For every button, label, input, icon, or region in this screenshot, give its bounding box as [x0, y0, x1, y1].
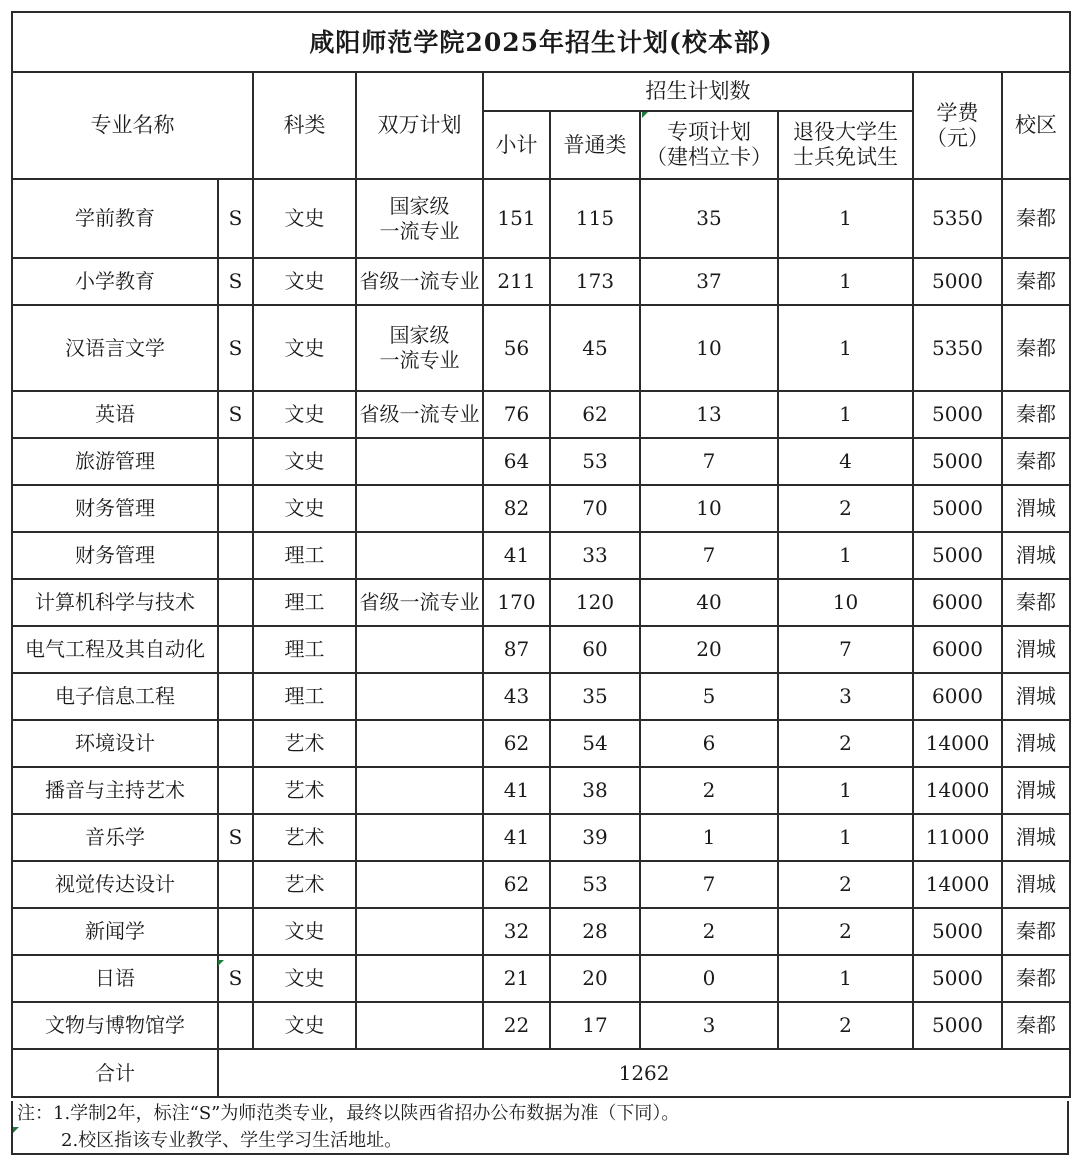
subtotal-cell: 41 — [483, 532, 550, 579]
veteran-cell: 2 — [778, 861, 913, 908]
fee-cell: 5000 — [913, 438, 1002, 485]
teacher-training-mark — [218, 720, 253, 767]
teacher-training-mark: S — [218, 391, 253, 438]
campus-cell: 秦都 — [1002, 908, 1070, 955]
table-row — [12, 391, 1070, 438]
regular-cell: 17 — [550, 1002, 640, 1049]
header-regular: 普通类 — [550, 111, 640, 179]
double-plan-line1: 省级一流专业 — [359, 590, 480, 614]
comment-marker — [13, 1127, 19, 1133]
major-name-cell: 视觉传达设计 — [12, 861, 218, 908]
teacher-training-mark: S — [218, 955, 253, 1002]
category-cell: 文史 — [253, 258, 356, 305]
special-plan-cell: 1 — [640, 814, 778, 861]
subtotal-cell: 43 — [483, 673, 550, 720]
regular-cell: 173 — [550, 258, 640, 305]
special-plan-cell: 2 — [640, 767, 778, 814]
veteran-cell: 1 — [778, 179, 913, 258]
subtotal-cell: 62 — [483, 720, 550, 767]
table-row — [12, 626, 1070, 673]
double-plan-cell — [356, 438, 483, 485]
major-name-cell: 财务管理 — [12, 485, 218, 532]
table-row — [12, 720, 1070, 767]
double-plan-cell — [356, 391, 483, 438]
subtotal-cell: 56 — [483, 305, 550, 391]
veteran-cell: 2 — [778, 720, 913, 767]
veteran-cell: 1 — [778, 814, 913, 861]
major-name-cell: 音乐学 — [12, 814, 218, 861]
double-plan-cell — [356, 532, 483, 579]
page-title: 咸阳师范学院2025年招生计划(校本部) — [12, 12, 1070, 72]
category-cell: 文史 — [253, 391, 356, 438]
veteran-cell: 1 — [778, 532, 913, 579]
veteran-cell: 10 — [778, 579, 913, 626]
special-plan-cell: 0 — [640, 955, 778, 1002]
category-cell: 理工 — [253, 579, 356, 626]
major-name-cell: 环境设计 — [12, 720, 218, 767]
double-plan-cell — [356, 673, 483, 720]
teacher-training-mark: S — [218, 179, 253, 258]
table-row — [12, 532, 1070, 579]
campus-cell: 秦都 — [1002, 1002, 1070, 1049]
double-plan-cell — [356, 179, 483, 258]
fee-cell: 5000 — [913, 391, 1002, 438]
campus-cell: 秦都 — [1002, 179, 1070, 258]
category-cell: 文史 — [253, 438, 356, 485]
header-major: 专业名称 — [12, 72, 253, 179]
double-plan-cell — [356, 861, 483, 908]
category-cell: 理工 — [253, 532, 356, 579]
veteran-cell: 2 — [778, 485, 913, 532]
regular-cell: 53 — [550, 861, 640, 908]
table-row — [12, 258, 1070, 305]
total-row — [12, 1049, 1070, 1097]
campus-cell: 渭城 — [1002, 814, 1070, 861]
category-cell: 艺术 — [253, 814, 356, 861]
campus-cell: 渭城 — [1002, 485, 1070, 532]
teacher-training-mark — [218, 1002, 253, 1049]
double-plan-cell — [356, 955, 483, 1002]
category-cell: 文史 — [253, 305, 356, 391]
enrollment-plan-table — [11, 11, 1071, 1098]
special-plan-cell: 7 — [640, 532, 778, 579]
veteran-cell: 4 — [778, 438, 913, 485]
category-cell: 文史 — [253, 955, 356, 1002]
teacher-training-mark — [218, 861, 253, 908]
fee-cell: 5000 — [913, 1002, 1002, 1049]
subtotal-cell: 41 — [483, 767, 550, 814]
major-name-cell: 汉语言文学 — [12, 305, 218, 391]
special-plan-cell: 3 — [640, 1002, 778, 1049]
major-name-cell: 电子信息工程 — [12, 673, 218, 720]
special-plan-cell: 7 — [640, 438, 778, 485]
veteran-cell: 3 — [778, 673, 913, 720]
regular-cell: 39 — [550, 814, 640, 861]
regular-cell: 60 — [550, 626, 640, 673]
regular-cell: 38 — [550, 767, 640, 814]
teacher-training-mark — [218, 626, 253, 673]
fee-cell: 11000 — [913, 814, 1002, 861]
campus-cell: 秦都 — [1002, 955, 1070, 1002]
veteran-cell: 1 — [778, 767, 913, 814]
teacher-training-mark: S — [218, 305, 253, 391]
fee-cell: 6000 — [913, 579, 1002, 626]
double-plan-cell — [356, 908, 483, 955]
special-plan-cell: 10 — [640, 485, 778, 532]
special-plan-cell: 13 — [640, 391, 778, 438]
veteran-cell: 1 — [778, 258, 913, 305]
special-plan-cell: 7 — [640, 861, 778, 908]
fee-cell: 6000 — [913, 626, 1002, 673]
major-name-cell: 小学教育 — [12, 258, 218, 305]
campus-cell: 秦都 — [1002, 391, 1070, 438]
regular-cell: 45 — [550, 305, 640, 391]
campus-cell: 渭城 — [1002, 673, 1070, 720]
regular-cell: 33 — [550, 532, 640, 579]
fee-cell: 14000 — [913, 861, 1002, 908]
veteran-cell: 1 — [778, 955, 913, 1002]
subtotal-cell: 64 — [483, 438, 550, 485]
fee-cell: 5000 — [913, 955, 1002, 1002]
double-plan-cell — [356, 720, 483, 767]
special-plan-cell: 37 — [640, 258, 778, 305]
header-special-line1: 专项计划 — [667, 120, 751, 144]
category-cell: 文史 — [253, 485, 356, 532]
campus-cell: 渭城 — [1002, 532, 1070, 579]
total-label: 合计 — [12, 1049, 218, 1097]
major-name-cell: 英语 — [12, 391, 218, 438]
header-double-plan: 双万计划 — [356, 72, 483, 179]
veteran-cell: 2 — [778, 908, 913, 955]
regular-cell: 28 — [550, 908, 640, 955]
subtotal-cell: 211 — [483, 258, 550, 305]
double-plan-cell — [356, 305, 483, 391]
double-plan-line2: 一流专业 — [379, 348, 460, 372]
header-special-line2: （建档立卡） — [646, 145, 772, 169]
table-row — [12, 861, 1070, 908]
veteran-cell: 1 — [778, 391, 913, 438]
table-row — [12, 814, 1070, 861]
special-plan-cell: 40 — [640, 579, 778, 626]
double-plan-cell — [356, 1002, 483, 1049]
major-name-cell: 学前教育 — [12, 179, 218, 258]
regular-cell: 70 — [550, 485, 640, 532]
header-subtotal: 小计 — [483, 111, 550, 179]
teacher-training-mark — [218, 532, 253, 579]
major-name-cell: 新闻学 — [12, 908, 218, 955]
teacher-training-mark — [218, 767, 253, 814]
major-name-cell: 播音与主持艺术 — [12, 767, 218, 814]
major-name-cell: 日语 — [12, 955, 218, 1002]
regular-cell: 120 — [550, 579, 640, 626]
subtotal-cell: 82 — [483, 485, 550, 532]
campus-cell: 渭城 — [1002, 767, 1070, 814]
special-plan-cell: 10 — [640, 305, 778, 391]
special-plan-cell: 35 — [640, 179, 778, 258]
fee-cell: 5000 — [913, 485, 1002, 532]
campus-cell: 渭城 — [1002, 861, 1070, 908]
double-plan-line1: 国家级 — [389, 323, 450, 347]
header-fee-line1: 学费 — [936, 100, 979, 125]
major-name-cell: 计算机科学与技术 — [12, 579, 218, 626]
campus-cell: 渭城 — [1002, 720, 1070, 767]
subtotal-cell: 87 — [483, 626, 550, 673]
header-veteran — [778, 111, 913, 179]
double-plan-cell — [356, 626, 483, 673]
table-row — [12, 767, 1070, 814]
campus-cell: 秦都 — [1002, 305, 1070, 391]
header-veteran-line2: 士兵免试生 — [793, 145, 898, 169]
teacher-training-mark — [218, 673, 253, 720]
comment-marker — [642, 112, 648, 118]
header-fee-line2: （元） — [926, 125, 989, 150]
regular-cell: 54 — [550, 720, 640, 767]
double-plan-line1: 省级一流专业 — [359, 269, 480, 293]
category-cell: 艺术 — [253, 767, 356, 814]
campus-cell: 秦都 — [1002, 438, 1070, 485]
fee-cell: 14000 — [913, 720, 1002, 767]
campus-cell: 秦都 — [1002, 258, 1070, 305]
subtotal-cell: 170 — [483, 579, 550, 626]
double-plan-line1: 省级一流专业 — [359, 402, 480, 426]
fee-cell: 5350 — [913, 179, 1002, 258]
veteran-cell: 7 — [778, 626, 913, 673]
comment-marker — [218, 960, 224, 966]
header-category: 科类 — [253, 72, 356, 179]
table-row — [12, 485, 1070, 532]
fee-cell: 5000 — [913, 532, 1002, 579]
category-cell: 文史 — [253, 1002, 356, 1049]
campus-cell: 渭城 — [1002, 626, 1070, 673]
table-row — [12, 179, 1070, 258]
regular-cell: 115 — [550, 179, 640, 258]
fee-cell: 5000 — [913, 908, 1002, 955]
table-row — [12, 908, 1070, 955]
major-name-cell: 文物与博物馆学 — [12, 1002, 218, 1049]
teacher-training-mark: S — [218, 258, 253, 305]
fee-cell: 6000 — [913, 673, 1002, 720]
fee-cell: 5000 — [913, 258, 1002, 305]
table-row — [12, 1002, 1070, 1049]
campus-cell: 秦都 — [1002, 579, 1070, 626]
subtotal-cell: 22 — [483, 1002, 550, 1049]
double-plan-line1: 国家级 — [389, 193, 450, 218]
header-campus: 校区 — [1002, 72, 1070, 179]
category-cell: 艺术 — [253, 861, 356, 908]
double-plan-cell — [356, 814, 483, 861]
subtotal-cell: 151 — [483, 179, 550, 258]
table-row — [12, 305, 1070, 391]
special-plan-cell: 20 — [640, 626, 778, 673]
table-row — [12, 579, 1070, 626]
category-cell: 理工 — [253, 673, 356, 720]
category-cell: 艺术 — [253, 720, 356, 767]
regular-cell: 53 — [550, 438, 640, 485]
subtotal-cell: 32 — [483, 908, 550, 955]
fee-cell: 5350 — [913, 305, 1002, 391]
double-plan-cell — [356, 767, 483, 814]
double-plan-cell — [356, 258, 483, 305]
header-plan-group: 招生计划数 — [483, 72, 913, 111]
regular-cell: 62 — [550, 391, 640, 438]
category-cell: 文史 — [253, 179, 356, 258]
double-plan-cell — [356, 485, 483, 532]
subtotal-cell: 41 — [483, 814, 550, 861]
enrollment-plan-sheet — [11, 11, 1069, 1098]
veteran-cell: 1 — [778, 305, 913, 391]
table-row — [12, 673, 1070, 720]
major-name-cell: 财务管理 — [12, 532, 218, 579]
regular-cell: 35 — [550, 673, 640, 720]
teacher-training-mark — [218, 908, 253, 955]
teacher-training-mark: S — [218, 814, 253, 861]
note-line-1: 注：1.学制2年，标注“S”为师范类专业，最终以陕西省招办公布数据为准（下同）。 — [17, 1103, 680, 1124]
teacher-training-mark — [218, 579, 253, 626]
special-plan-cell: 5 — [640, 673, 778, 720]
category-cell: 文史 — [253, 908, 356, 955]
double-plan-line2: 一流专业 — [379, 218, 460, 243]
major-name-cell: 电气工程及其自动化 — [12, 626, 218, 673]
double-plan-cell — [356, 579, 483, 626]
teacher-training-mark — [218, 438, 253, 485]
category-cell: 理工 — [253, 626, 356, 673]
notes — [11, 1101, 1069, 1155]
subtotal-cell: 62 — [483, 861, 550, 908]
header-special — [640, 111, 778, 179]
subtotal-cell: 76 — [483, 391, 550, 438]
header-fee — [913, 72, 1002, 179]
veteran-cell: 2 — [778, 1002, 913, 1049]
major-name-cell: 旅游管理 — [12, 438, 218, 485]
teacher-training-mark — [218, 485, 253, 532]
header-veteran-line1: 退役大学生 — [793, 120, 898, 144]
total-value: 1262 — [218, 1049, 1070, 1097]
note-line-2: 2.校区指该专业教学、学生学习生活地址。 — [61, 1130, 403, 1151]
table-row — [12, 438, 1070, 485]
regular-cell: 20 — [550, 955, 640, 1002]
subtotal-cell: 21 — [483, 955, 550, 1002]
special-plan-cell: 6 — [640, 720, 778, 767]
fee-cell: 14000 — [913, 767, 1002, 814]
special-plan-cell: 2 — [640, 908, 778, 955]
table-row — [12, 955, 1070, 1002]
